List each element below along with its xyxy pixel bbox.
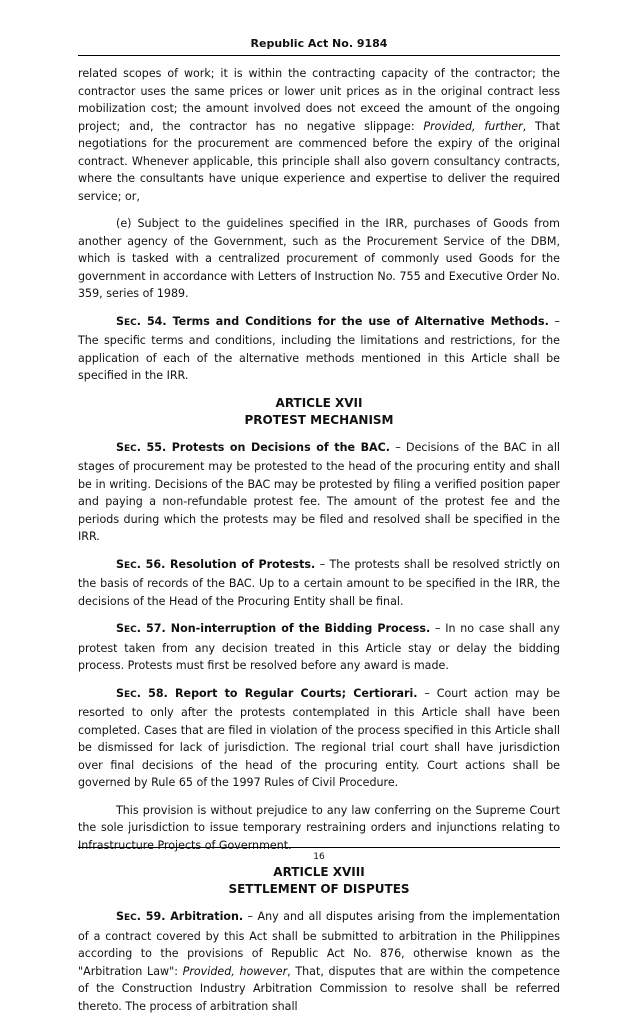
section-55-heading: SEC. 55. Protests on Decisions of the BAC.: [116, 440, 390, 454]
page-number: 16: [313, 852, 325, 862]
article-xvii-heading: ARTICLE XVII PROTEST MECHANISM: [244, 395, 394, 427]
section-56: SEC. 56. Resolution of Protests. – The protests shall be resolved strictly on the basis of records of the BAC. Up to a certain amount to be specified in the IRR, the decisions of the Head of the Procuring Entity shall be final.: [78, 557, 560, 608]
header-rule: [78, 55, 560, 56]
paragraph-provision: This provision is without prejudice to any law conferring on the Supreme Court the sole jurisdiction to issue temporary restraining orders and injunctions relating to Infrastructure Projects of Government.: [78, 803, 560, 852]
section-57-heading: SEC. 57. Non-interruption of the Bidding Process.: [116, 622, 431, 635]
section-54: SEC. 54. Terms and Conditions for the use of Alternative Methods. – The specific terms and conditions, including the limitations and restrictions, for the application of each of the alternative methods mentioned in this Article shall be specified in the IRR.: [78, 314, 560, 382]
paragraph-item-e: (e) Subject to the guidelines specified in the IRR, purchases of Goods from another agency of the Government, such as the Procurement Service of the DBM, which is tasked with a centralized procurement of commonly used Goods for the government in accordance with Letters of Instruction No. 755 and Executive Order No. 359, series of 1989.: [78, 217, 560, 300]
section-54-heading: SEC. 54. Terms and Conditions for the use of Alternative Methods.: [116, 314, 549, 328]
section-55: SEC. 55. Protests on Decisions of the BAC. – Decisions of the BAC in all stages of procurement may be protested to the head of the procuring entity and shall be in writing. Decisions of the BAC may be protested by filing a verified position paper and paying a non-refundable protest fee. The amount of the protest fee and the periods during which the protests may be filed and resolved shall be specified in the IRR.: [78, 440, 560, 543]
section-59: SEC. 59. Arbitration. – Any and all disputes arising from the implementation of a contract covered by this Act shall be submitted to arbitration in the Philippines according to the provisions of Republic Act No. 876, otherwise known as the "Arbitration Law": Provided, however, That, disputes that are within the competence of the Construction Industry Arbitration Commission to resolve shall be referred thereto. The process of arbitration shall: [78, 910, 560, 1013]
document-body: [78, 65, 560, 1025]
section-58: SEC. 58. Report to Regular Courts; Certiorari. – Court action may be resorted to only after the protests contemplated in this Article shall have been completed. Cases that are filed in violation of the process specified in this Article shall be dismissed for lack of jurisdiction. The regional trial court shall have jurisdiction over final decisions of the head of the procuring entity. Court actions shall be governed by Rule 65 of the 1997 Rules of Civil Procedure.: [78, 686, 560, 789]
running-header: Republic Act No. 9184: [250, 37, 388, 50]
footer-rule: [78, 847, 560, 848]
section-57: SEC. 57. Non-interruption of the Bidding Process. – In no case shall any protest taken from any decision treated in this Article stay or delay the bidding process. Protests must first be resolved before any award is made.: [78, 622, 560, 672]
paragraph-continued: related scopes of work; it is within the contracting capacity of the contractor; the contractor uses the same prices or lower unit prices as in the original contract less mobilization cost; the amount involved does not exceed the amount of the ongoing project; and, the contractor has no negative slippage: Provided, further, That negotiations for the procurement are commenced before the expiry of the original contract. Whenever applicable, this principle shall also govern consultancy contracts, where the consultants have unique experience and expertise to deliver the required service; or,: [78, 67, 560, 203]
article-xviii-heading: ARTICLE XVIII SETTLEMENT OF DISPUTES: [228, 865, 410, 896]
section-58-heading: SEC. 58. Report to Regular Courts; Certiorari.: [116, 686, 418, 700]
section-59-heading: SEC. 59. Arbitration.: [116, 910, 244, 923]
section-56-heading: SEC. 56. Resolution of Protests.: [116, 557, 316, 571]
